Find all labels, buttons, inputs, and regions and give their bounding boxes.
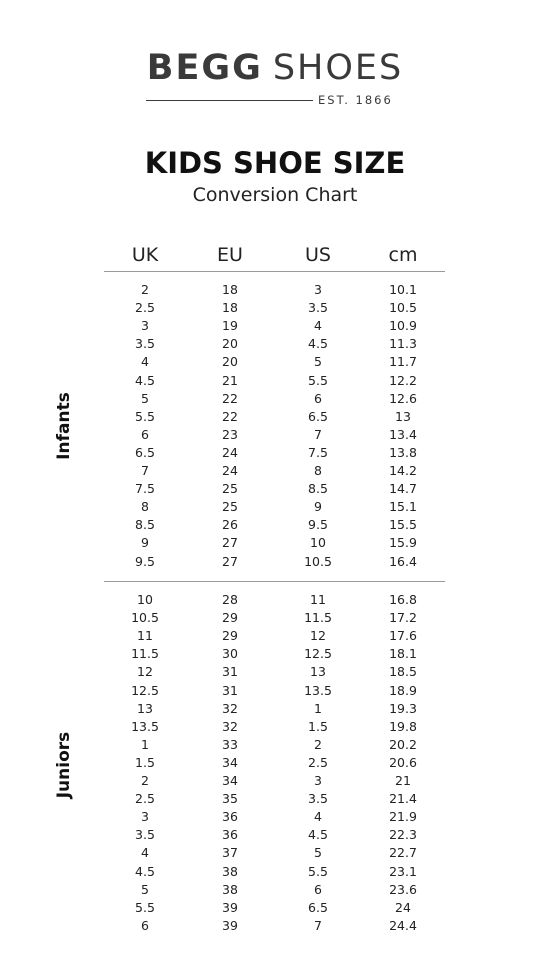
cell-eu: 39 (222, 899, 238, 915)
cell-cm: 24 (395, 899, 411, 915)
cell-us: 3 (314, 773, 322, 788)
table-row (0, 736, 550, 754)
cell-eu: 32 (222, 700, 238, 716)
cell-cm: 19.3 (389, 700, 417, 716)
cell-cm: 21.4 (389, 791, 417, 807)
table-row (0, 553, 550, 571)
cell-uk: 2 (141, 773, 149, 788)
cell-us: 8.5 (308, 481, 328, 497)
cell-cm: 12.6 (389, 390, 417, 406)
cell-us: 13 (310, 664, 326, 680)
cell-uk: 5 (141, 881, 149, 897)
section-label-infants: Infants (54, 392, 74, 460)
cell-eu: 38 (222, 881, 238, 897)
table-row (0, 498, 550, 516)
cell-us: 4 (314, 318, 322, 334)
cell-uk: 4 (141, 354, 149, 370)
table-row (0, 462, 550, 480)
cell-us: 12 (310, 628, 326, 644)
cell-eu: 35 (222, 791, 238, 807)
cell-uk: 13.5 (131, 718, 159, 734)
cell-us: 7.5 (308, 444, 328, 460)
table-row (0, 808, 550, 826)
table-row (0, 299, 550, 317)
cell-eu: 24 (222, 463, 238, 478)
table-row (0, 627, 550, 645)
table-row (0, 826, 550, 844)
cell-us: 6.5 (308, 408, 328, 424)
brand-name-light: SHOES (272, 48, 404, 88)
cell-uk: 4 (141, 845, 149, 861)
cell-cm: 13.8 (389, 444, 417, 460)
cell-eu: 21 (222, 372, 238, 388)
cell-eu: 29 (222, 628, 238, 644)
cell-eu: 32 (222, 718, 238, 734)
cell-uk: 3 (141, 809, 149, 825)
cell-us: 9.5 (308, 517, 328, 533)
cell-uk: 1.5 (135, 754, 155, 770)
cell-uk: 8 (141, 499, 149, 515)
cell-us: 5 (314, 845, 322, 861)
table-row (0, 772, 550, 790)
brand-name-bold: BEGG (146, 48, 263, 88)
column-header-uk: UK (131, 244, 159, 266)
table-row (0, 899, 550, 917)
page-title: KIDS SHOE SIZE (144, 146, 406, 180)
table-row (0, 281, 550, 299)
cell-eu: 22 (222, 408, 238, 424)
column-header-eu: EU (217, 244, 243, 266)
table-row (0, 335, 550, 353)
cell-eu: 30 (222, 646, 238, 662)
cell-cm: 21 (395, 773, 411, 788)
cell-eu: 22 (222, 390, 238, 406)
brand-established: EST. 1866 (318, 93, 393, 107)
table-row (0, 790, 550, 808)
table-row (0, 844, 550, 862)
table-row (0, 591, 550, 609)
cell-uk: 3.5 (135, 827, 155, 843)
cell-uk: 3 (141, 318, 149, 334)
cell-eu: 37 (222, 845, 238, 861)
cell-us: 6 (314, 390, 322, 406)
cell-cm: 15.9 (389, 535, 417, 551)
table-row (0, 353, 550, 371)
cell-us: 3 (314, 282, 322, 297)
cell-eu: 33 (222, 736, 238, 752)
cell-us: 2.5 (308, 754, 328, 770)
cell-cm: 20.2 (389, 736, 417, 752)
cell-uk: 12.5 (131, 682, 159, 698)
cell-eu: 18 (222, 282, 238, 297)
table-row (0, 917, 550, 935)
cell-eu: 25 (222, 499, 238, 515)
cell-cm: 20.6 (389, 754, 417, 770)
cell-us: 10.5 (304, 553, 332, 569)
cell-eu: 20 (222, 336, 238, 352)
cell-uk: 8.5 (135, 517, 155, 533)
cell-eu: 34 (222, 773, 238, 788)
cell-us: 5.5 (308, 863, 328, 879)
cell-us: 4 (314, 809, 322, 825)
brand-underline (146, 100, 313, 101)
table-row (0, 426, 550, 444)
cell-eu: 39 (222, 917, 238, 933)
cell-cm: 18.1 (389, 646, 417, 662)
cell-cm: 17.6 (389, 628, 417, 644)
cell-cm: 19.8 (389, 718, 417, 734)
table-row (0, 372, 550, 390)
cell-eu: 36 (222, 809, 238, 825)
cell-us: 2 (314, 736, 322, 752)
cell-eu: 36 (222, 827, 238, 843)
cell-us: 3.5 (308, 300, 328, 316)
table-row (0, 516, 550, 534)
cell-cm: 15.1 (389, 499, 417, 515)
cell-uk: 2 (141, 282, 149, 297)
cell-eu: 18 (222, 300, 238, 316)
cell-cm: 22.3 (389, 827, 417, 843)
cell-eu: 19 (222, 318, 238, 334)
cell-uk: 5.5 (135, 408, 155, 424)
cell-eu: 24 (222, 444, 238, 460)
table-row (0, 682, 550, 700)
brand-logo (0, 48, 550, 88)
cell-us: 1 (314, 700, 322, 716)
cell-eu: 38 (222, 863, 238, 879)
cell-cm: 14.7 (389, 481, 417, 497)
cell-us: 6 (314, 881, 322, 897)
table-row (0, 390, 550, 408)
cell-cm: 11.7 (389, 354, 417, 370)
table-row (0, 700, 550, 718)
cell-us: 7 (314, 917, 322, 933)
cell-cm: 23.6 (389, 881, 417, 897)
cell-cm: 12.2 (389, 372, 417, 388)
cell-eu: 34 (222, 754, 238, 770)
cell-uk: 6 (141, 426, 149, 442)
cell-us: 9 (314, 499, 322, 515)
table-row (0, 317, 550, 335)
cell-uk: 5.5 (135, 899, 155, 915)
cell-cm: 22.7 (389, 845, 417, 861)
cell-uk: 4.5 (135, 372, 155, 388)
cell-eu: 27 (222, 535, 238, 551)
column-header-us: US (305, 244, 331, 266)
cell-uk: 1 (141, 736, 149, 752)
cell-cm: 13 (395, 408, 411, 424)
cell-uk: 7.5 (135, 481, 155, 497)
cell-eu: 31 (222, 664, 238, 680)
section-divider (104, 581, 445, 582)
cell-eu: 25 (222, 481, 238, 497)
cell-uk: 2.5 (135, 300, 155, 316)
cell-us: 6.5 (308, 899, 328, 915)
cell-cm: 21.9 (389, 809, 417, 825)
table-row (0, 480, 550, 498)
cell-us: 13.5 (304, 682, 332, 698)
cell-uk: 10 (137, 592, 153, 607)
table-row (0, 444, 550, 462)
cell-uk: 11 (137, 628, 153, 644)
cell-uk: 11.5 (131, 646, 159, 662)
cell-eu: 23 (222, 426, 238, 442)
cell-cm: 18.9 (389, 682, 417, 698)
header-divider (104, 271, 445, 272)
cell-cm: 13.4 (389, 426, 417, 442)
cell-us: 1.5 (308, 718, 328, 734)
cell-eu: 29 (222, 610, 238, 626)
cell-cm: 16.4 (389, 553, 417, 569)
cell-cm: 10.5 (389, 300, 417, 316)
cell-cm: 16.8 (389, 592, 417, 607)
cell-uk: 12 (137, 664, 153, 680)
cell-uk: 9.5 (135, 553, 155, 569)
cell-us: 8 (314, 463, 322, 478)
cell-uk: 6 (141, 917, 149, 933)
cell-cm: 11.3 (389, 336, 417, 352)
cell-uk: 9 (141, 535, 149, 551)
cell-eu: 31 (222, 682, 238, 698)
table-row (0, 645, 550, 663)
table-row (0, 663, 550, 681)
table-row (0, 863, 550, 881)
cell-uk: 3.5 (135, 336, 155, 352)
cell-eu: 27 (222, 553, 238, 569)
cell-cm: 15.5 (389, 517, 417, 533)
cell-uk: 7 (141, 463, 149, 478)
cell-cm: 10.1 (389, 282, 417, 297)
cell-uk: 6.5 (135, 444, 155, 460)
cell-us: 5 (314, 354, 322, 370)
table-row (0, 609, 550, 627)
cell-us: 11.5 (304, 610, 332, 626)
table-row (0, 408, 550, 426)
cell-uk: 2.5 (135, 791, 155, 807)
cell-cm: 23.1 (389, 863, 417, 879)
cell-us: 11 (310, 592, 326, 607)
cell-cm: 18.5 (389, 664, 417, 680)
section-label-juniors: Juniors (54, 731, 74, 799)
table-row (0, 534, 550, 552)
cell-us: 4.5 (308, 336, 328, 352)
cell-us: 5.5 (308, 372, 328, 388)
cell-cm: 10.9 (389, 318, 417, 334)
cell-eu: 20 (222, 354, 238, 370)
cell-uk: 4.5 (135, 863, 155, 879)
cell-us: 4.5 (308, 827, 328, 843)
cell-cm: 24.4 (389, 917, 417, 933)
cell-us: 3.5 (308, 791, 328, 807)
cell-us: 12.5 (304, 646, 332, 662)
table-row (0, 718, 550, 736)
cell-cm: 14.2 (389, 463, 417, 478)
cell-uk: 5 (141, 390, 149, 406)
page-subtitle: Conversion Chart (192, 184, 358, 206)
cell-eu: 26 (222, 517, 238, 533)
cell-cm: 17.2 (389, 610, 417, 626)
cell-us: 10 (310, 535, 326, 551)
cell-us: 7 (314, 426, 322, 442)
cell-uk: 13 (137, 700, 153, 716)
cell-eu: 28 (222, 592, 238, 607)
table-row (0, 754, 550, 772)
table-row (0, 881, 550, 899)
cell-uk: 10.5 (131, 610, 159, 626)
column-header-cm: cm (388, 244, 418, 266)
